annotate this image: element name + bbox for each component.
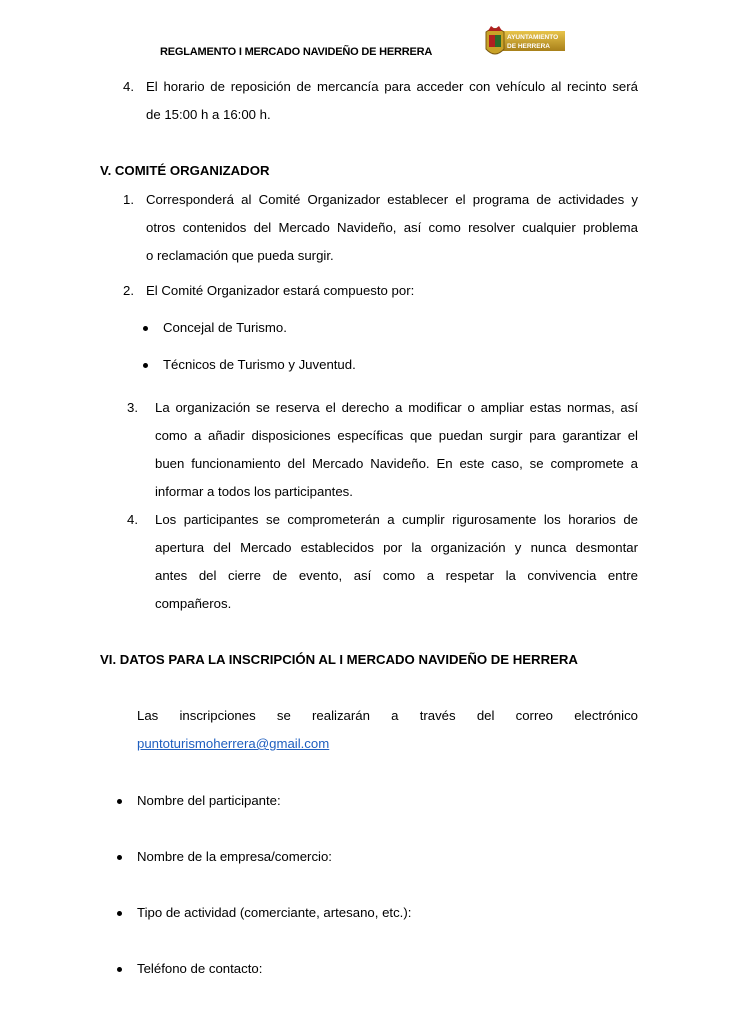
logo-text-top: AYUNTAMIENTO [507,34,559,41]
list-item-line: o reclamación que pueda surgir. [146,248,334,263]
municipality-logo [483,23,565,59]
coat-of-arms-icon [483,23,565,59]
list-item-line: como a añadir disposiciones específicas que puedan surgir para garantizar el [155,428,638,443]
list-number: 2. [123,283,134,298]
list-item-line: compañeros. [155,596,232,611]
list-item-line: otros contenidos del Mercado Navideño, así como resolver cualquier problema [146,220,638,235]
list-item-line: Los participantes se comprometerán a cumplir rigurosamente los horarios de [155,512,638,527]
inscription-intro: Las inscripciones se realizarán a través del correo electrónico [137,708,638,723]
list-number: 4. [123,79,134,94]
email-link[interactable]: puntoturismoherrera@gmail.com [137,736,330,751]
bullet-icon [117,911,122,916]
bullet-icon [143,363,148,368]
field-label: Tipo de actividad (comerciante, artesano, etc.): [137,905,412,920]
field-label: Nombre del participante: [137,793,281,808]
bullet-icon [117,799,122,804]
list-item-line: El Comité Organizador estará compuesto por: [146,283,415,298]
list-item-line: de 15:00 h a 16:00 h. [146,107,271,122]
list-item-line: Corresponderá al Comité Organizador establecer el programa de actividades y [146,192,638,207]
field-label: Nombre de la empresa/comercio: [137,849,332,864]
list-item-line: La organización se reserva el derecho a modificar o ampliar estas normas, así [155,400,638,415]
header-title: REGLAMENTO I MERCADO NAVIDEÑO DE HERRERA [160,46,433,58]
list-number: 1. [123,192,134,207]
list-item-line: antes del cierre de evento, así como a respetar la convivencia entre [155,568,638,583]
list-item-line: buen funcionamiento del Mercado Navideño. En este caso, se compromete a [155,456,638,471]
bullet-icon [117,855,122,860]
field-label: Teléfono de contacto: [137,961,263,976]
section-heading-comite: V. COMITÉ ORGANIZADOR [100,163,270,178]
bullet-icon [117,967,122,972]
list-number: 3. [127,400,138,415]
member-label: Técnicos de Turismo y Juventud. [163,357,356,372]
bullet-icon [143,326,148,331]
list-item-line: El horario de reposición de mercancía para acceder con vehículo al recinto será [146,79,638,94]
section-heading-inscripcion: VI. DATOS PARA LA INSCRIPCIÓN AL I MERCADO NAVIDEÑO DE HERRERA [100,652,578,667]
list-item-line: apertura del Mercado establecidos por la organización y nunca desmontar [155,540,638,555]
member-label: Concejal de Turismo. [163,320,287,335]
list-item-line: informar a todos los participantes. [155,484,353,499]
list-number: 4. [127,512,138,527]
logo-text-bottom: DE HERRERA [507,43,550,50]
